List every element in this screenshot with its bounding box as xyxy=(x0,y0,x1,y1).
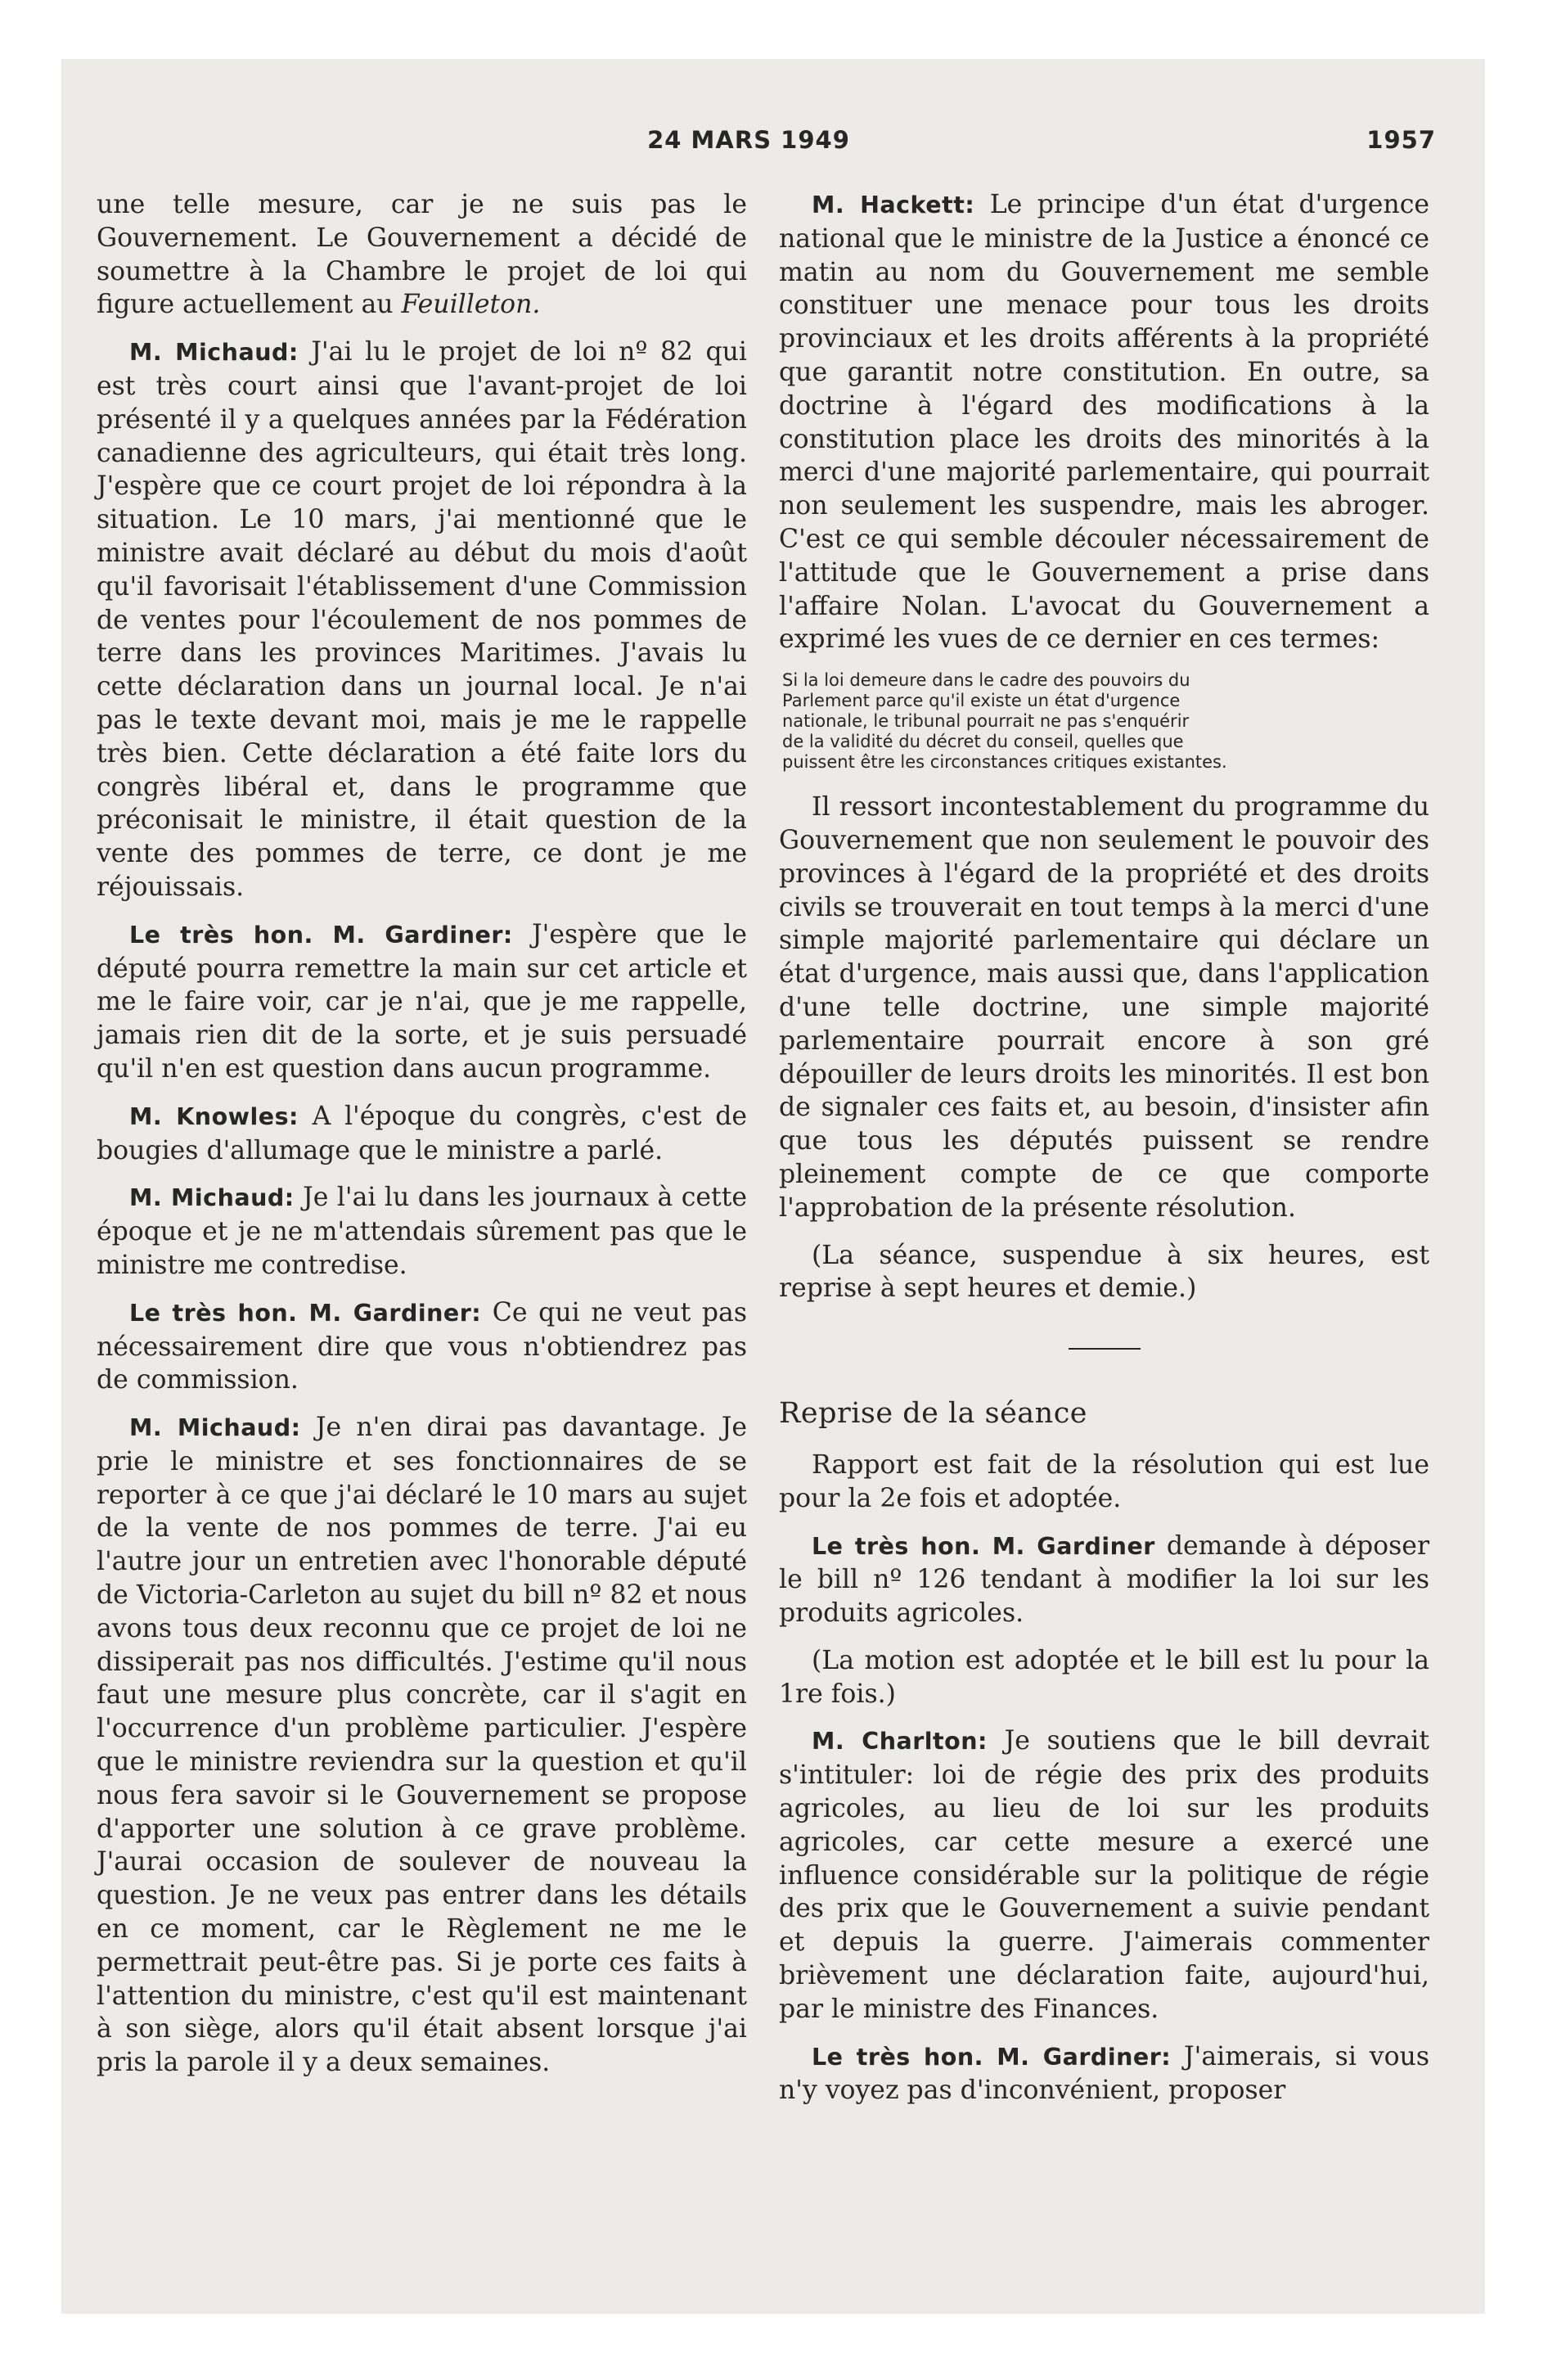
speech xyxy=(97,1411,747,2080)
right-column xyxy=(779,188,1429,2121)
session-note: (La séance, suspendue à six heures, est reprise à sept heures et demie.) xyxy=(779,1240,1429,1304)
paragraph-text: une telle mesure, car je ne suis pas le Gouvernement. Le Gouvernement a décidé de soumettre à la Chambre le projet de loi qui figure actuellement au xyxy=(97,190,747,320)
speaker-name: M. Charlton: xyxy=(812,1728,988,1756)
session-note: (La motion est adoptée et le bill est lu pour la 1re fois.) xyxy=(779,1645,1429,1709)
speech-text: J'espère que le député pourra remettre la main sur cet article et me le faire voir, car je n'ai, que je me rappelle, jamais rien dit de la sorte, et je suis persuadé qu'il n'en est question dans aucun programme. xyxy=(97,919,747,1084)
speech-text: demande à déposer le bill nº 126 tendant à modifier la loi sur les produits agricoles. xyxy=(779,1530,1429,1629)
speech xyxy=(97,918,747,1086)
page-date: 24 MARS 1949 xyxy=(647,126,850,154)
speech xyxy=(779,1530,1429,1630)
speech-text: Je soutiens que le bill devrait s'intituler: loi de régie des prix des produits agricoles, au lieu de loi sur les produits agricoles, car cette mesure a exercé une influence considérable sur la politique de régie des prix que le Gouvernement a suivie pendant et depuis la guerre. J'aimerais commenter brièvement une déclaration faite, aujourd'hui, par le ministre des Finances. xyxy=(779,1726,1429,2024)
speech xyxy=(779,2040,1429,2108)
speech xyxy=(97,336,747,904)
speaker-name: Le très hon. M. Gardiner: xyxy=(812,2043,1172,2071)
speech-text: Ce qui ne veut pas nécessairement dire que vous n'obtiendrez pas de commission. xyxy=(97,1297,747,1395)
speaker-name: Le très hon. M. Gardiner xyxy=(812,1532,1155,1560)
paragraph: Rapport est fait de la résolution qui est lue pour la 2e fois et adoptée. xyxy=(779,1449,1429,1513)
speaker-name: M. Michaud: xyxy=(129,1414,301,1442)
speaker-name: M. Knowles: xyxy=(129,1102,299,1130)
paragraph: Il ressort incontestablement du programme du Gouvernement que non seulement le pouvoir des provinces à l'égard de la propriété et des droits civils se trouverait en tout temps à la merci d'une simple majorité parlementaire qui déclare un état d'urgence, mais aussi que, dans l'application d'une telle doctrine, une simple majorité parlementaire pourrait encore à son gré dépouiller de leurs droits les minorités. Il est bon de signaler ces faits et, au besoin, d'insister afin que tous les députés puissent se rendre pleinement compte de ce que comporte l'approbation de la présente résolution. xyxy=(779,792,1429,1223)
speaker-name: M. Hackett: xyxy=(812,192,975,219)
quote-line: Parlement parce qu'il existe un état d'urgence xyxy=(782,691,1181,711)
speech xyxy=(97,1181,747,1282)
speech-text: Je n'en dirai pas davantage. Je prie le ministre et ses fonctionnaires de se reporter à ce que j'ai déclaré le 10 mars au sujet de la vente de nos pommes de terre. J'ai eu l'autre jour un entretien avec l'honorable député de Victoria-Carleton au sujet du bill nº 82 et nous avons tous deux reconnu que ce projet de loi ne dissiperait pas nos difficultés. J'estime qu'il nous faut une mesure plus concrète, car il s'agit en l'occurrence d'un problème particulier. J'espère que le ministre reviendra sur la question et qu'il nous fera savoir si le Gouvernement se propose d'apporter une solution à ce grave problème. J'aurai occasion de soulever de nouveau la question. Je ne veux pas entrer dans les détails en ce moment, car le Règlement ne me le permettrait peut-être pas. Si je porte ces faits à l'attention du ministre, c'est qu'il est maintenant à son siège, alors qu'il était absent lorsque j'ai pris la parole il y a deux semaines. xyxy=(97,1413,747,2078)
speech-text: Je l'ai lu dans les journaux à cette époque et je ne m'attendais sûrement pas que le ministre me contredise. xyxy=(97,1183,747,1280)
feuilleton-italic: Feuilleton. xyxy=(401,290,541,320)
speech xyxy=(97,1100,747,1168)
speaker-name: M. Michaud: xyxy=(129,339,299,367)
left-column xyxy=(97,188,747,2094)
speech xyxy=(97,1296,747,1397)
speaker-name: Le très hon. M. Gardiner: xyxy=(129,1299,482,1327)
page-header xyxy=(61,126,1436,167)
paragraph xyxy=(97,188,747,322)
page-number: 1957 xyxy=(1366,126,1436,154)
speech-text: Le principe d'un état d'urgence national que le ministre de la Justice a énoncé ce matin au nom du Gouvernement me semble constituer une menace pour tous les droits provinciaux et les droits afférents à la propriété que garantit notre constitution. En outre, sa doctrine à l'égard des modifications à la constitution place les droits des minorités à la merci d'une majorité parlementaire, qui pourrait non seulement les suspendre, mais les abroger. C'est ce qui semble découler nécessairement de l'attitude que le Gouvernement a prise dans l'affaire Nolan. L'avocat du Gouvernement a exprimé les vues de ce dernier en ces termes: xyxy=(779,190,1430,655)
speech-text: J'ai lu le projet de loi nº 82 qui est très court ainsi que l'avant-projet de loi présenté il y a quelques années par la Fédération canadienne des agriculteurs, qui était très long. J'espère que ce court projet de loi répondra à la situation. Le 10 mars, j'ai mentionné que le ministre avait déclaré au début du mois d'août qu'il favorisait l'établissement d'une Commission de ventes pour l'écoulement de nos pommes de terre dans les provinces Maritimes. J'avais lu cette déclaration dans un journal local. Je n'ai pas le texte devant moi, mais je me le rappelle très bien. Cette déclaration a été faite lors du congrès libéral et, dans le programme que préconisait le ministre, il était question de la vente des pommes de terre, ce dont je me réjouissais. xyxy=(97,337,747,902)
section-divider xyxy=(1069,1348,1141,1350)
quote-line: puissent être les circonstances critiques existantes. xyxy=(782,752,1227,773)
quote-line: nationale, le tribunal pourrait ne pas s'enquérir xyxy=(782,711,1190,732)
speech xyxy=(779,1724,1429,2026)
speech xyxy=(779,188,1429,656)
hansard-page xyxy=(61,59,1485,2314)
quote-line: de la validité du décret du conseil, quelles que xyxy=(782,732,1184,752)
speaker-name: M. Michaud: xyxy=(129,1184,295,1212)
speech-text: J'aimerais, si vous n'y voyez pas d'inconvénient, proposer xyxy=(779,2041,1429,2106)
speech-text: A l'époque du congrès, c'est de bougies d'allumage que le ministre a parlé. xyxy=(97,1101,747,1165)
section-title: Reprise de la séance xyxy=(779,1397,1088,1431)
quote-line: Si la loi demeure dans le cadre des pouvoirs du xyxy=(782,670,1190,691)
block-quote xyxy=(782,670,1426,773)
speaker-name: Le très hon. M. Gardiner: xyxy=(129,921,513,949)
